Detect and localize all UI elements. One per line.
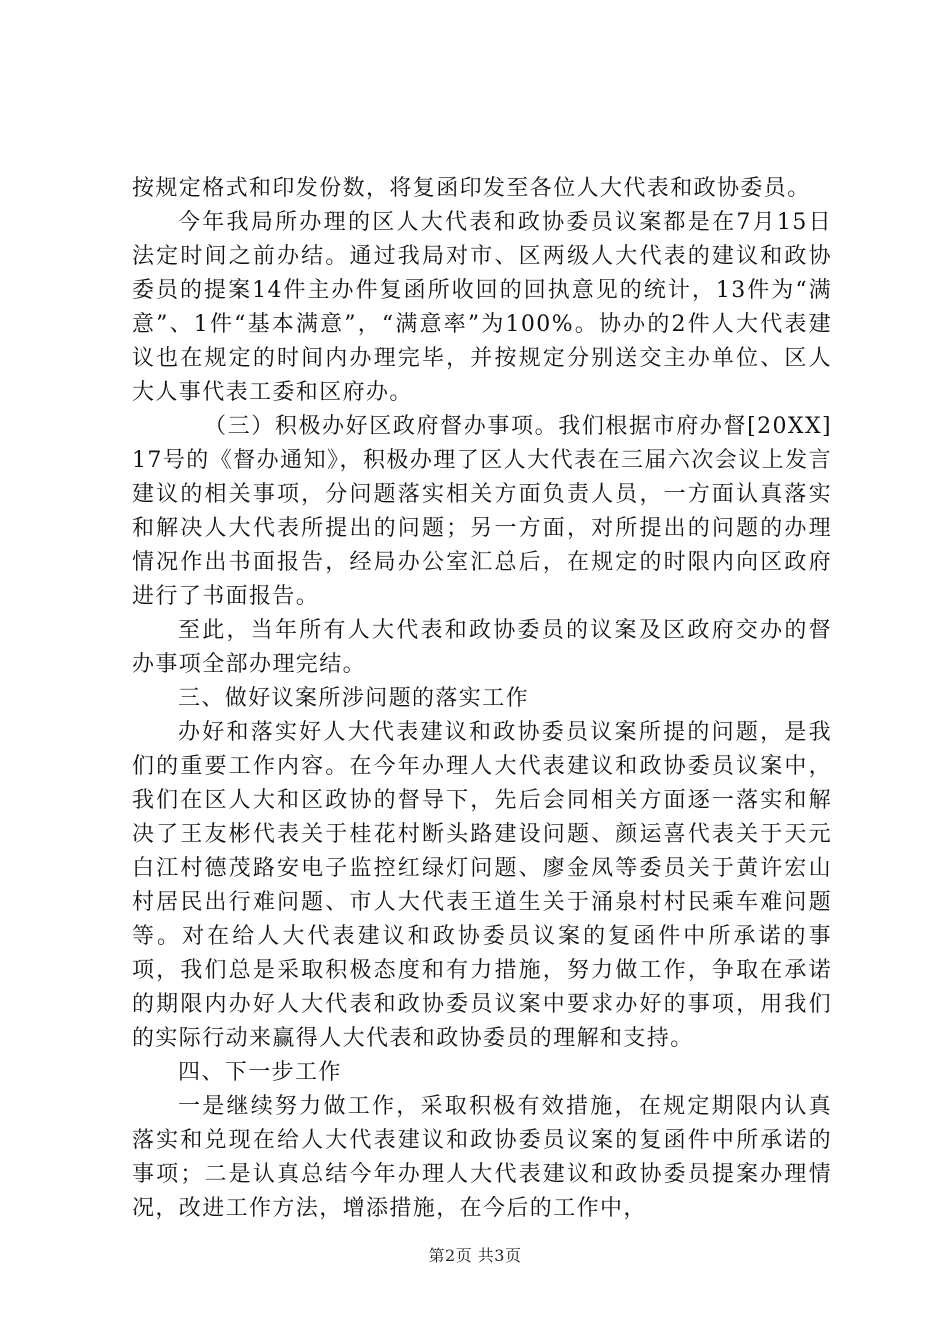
paragraph-completion-summary: 至此，当年所有人大代表和政协委员的议案及区政府交办的督办事项全部办理完结。 bbox=[132, 618, 832, 677]
paragraph-reply-distribution: 按规定格式和印发份数，将复函印发至各位人大代表和政协委员。 bbox=[132, 176, 811, 201]
paragraph-next-steps: 一是继续努力做工作，采取积极有效措施，在规定期限内认真落实和兑现在给人大代表建议和政协委员议案的复函件中所承诺的事项；二是认真总结今年办理人大代表建议和政协委员提案办理情况，改进工作方法，增添措施，在今后的工作中， bbox=[132, 1094, 832, 1221]
document-body bbox=[132, 172, 832, 1226]
page-number-footer: 第2页 共3页 bbox=[428, 1246, 522, 1265]
section-heading-next-steps: 四、下一步工作 bbox=[178, 1060, 342, 1085]
paragraph-implementation-details: 办好和落实好人大代表建议和政协委员议案所提的问题，是我们的重要工作内容。在今年办理人大代表建议和政协委员议案中，我们在区人大和区政协的督导下，先后会同相关方面逐一落实和解决了王友彬代表关于桂花村断头路建设问题、颜运喜代表关于天元白江村德茂路安电子监控红绿灯问题、廖金凤等委员关于黄许宏山村居民出行难问题、市人大代表王道生关于涌泉村村民乘车难问题等。对在给人大代表建议和政协委员议案的复函件中所承诺的事项，我们总是采取积极态度和有力措施，努力做工作，争取在承诺的期限内办好人大代表和政协委员议案中要求办好的事项，用我们的实际行动来赢得人大代表和政协委员的理解和支持。 bbox=[132, 720, 832, 1051]
paragraph-supervision-items: （三）积极办好区政府督办事项。我们根据市府办督[20XX]17号的《督办通知》，积极办理了区人大代表在三届六次会议上发言建议的相关事项，分问题落实相关方面负责人员，一方面认真落实和解决人大代表所提出的问题；另一方面，对所提出的问题的办理情况作出书面报告，经局办公室汇总后，在规定的时限内向区政府进行了书面报告。 bbox=[132, 414, 832, 609]
section-heading-implementation: 三、做好议案所涉问题的落实工作 bbox=[178, 686, 530, 711]
paragraph-handling-results: 今年我局所办理的区人大代表和政协委员议案都是在7月15日法定时间之前办结。通过我局对市、区两级人大代表的建议和政协委员的提案14件主办件复函所收回的回执意见的统计，13件为“满意”、1件“基本满意”，“满意率”为100%。协办的2件人大代表建议也在规定的时间内办理完毕，并按规定分别送交主办单位、区人大人事代表工委和区府办。 bbox=[132, 210, 832, 405]
